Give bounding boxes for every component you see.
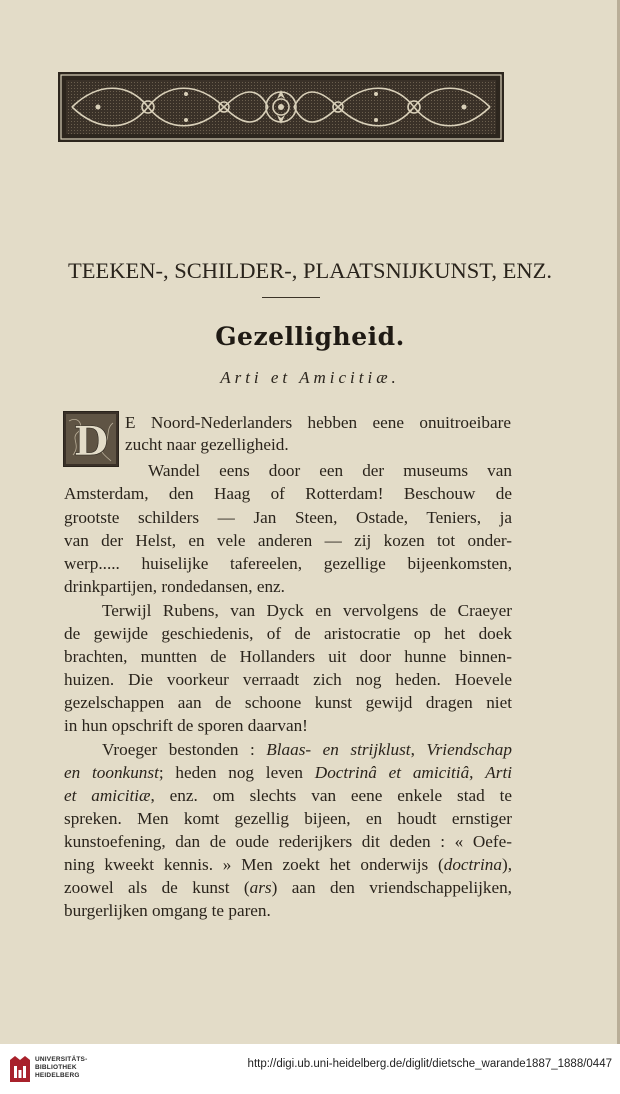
- title-divider: [262, 297, 320, 298]
- text-line: in hun opschrift de sporen daarvan!: [64, 716, 308, 735]
- decorated-initial-d-icon: [63, 411, 119, 467]
- text-line: de gewijde geschiedenis, of de aristocratie op het doek: [64, 624, 512, 643]
- article-title: Gezelligheid.: [215, 322, 405, 351]
- text-line: E Noord-Nederlanders hebben eene onuitroeibare: [125, 413, 511, 432]
- text-line: gezelschappen aan de schoone kunst gewijd dragen niet: [64, 693, 512, 712]
- text-line: brachten, muntten de Hollanders uit door hunne binnen-: [64, 647, 512, 666]
- source-url-link[interactable]: http://digi.ub.uni-heidelberg.de/diglit/dietsche_warande1887_1888/0447: [247, 1058, 612, 1070]
- text-line: Terwijl Rubens, van Dyck en vervolgens de Craeyer: [102, 601, 512, 620]
- text-line: Vroeger bestonden : Blaas- en strijklust, Vriendschap: [102, 740, 512, 759]
- text-line: en toonkunst; heden nog leven Doctrinâ et amicitiâ, Arti: [64, 763, 513, 782]
- text-line: drinkpartijen, rondedansen, enz.: [64, 577, 285, 596]
- text-line: van der Helst, en vele anderen — zij kozen tot onder-: [64, 531, 512, 550]
- text-line: kunstoefening, dan de oude rederijkers dit deden : « Oefe-: [64, 832, 512, 851]
- section-title: TEEKEN-, SCHILDER-, PLAATSNIJKUNST, ENZ.: [68, 258, 552, 283]
- text-line: grootste schilders — Jan Steen, Ostade, Teniers, ja: [64, 508, 512, 527]
- text-line: et amicitiæ, enz. om slechts van eene enkele stad te: [64, 786, 513, 805]
- text-line: Amsterdam, den Haag of Rotterdam! Beschouw de: [64, 484, 512, 503]
- motto: Arti et Amicitiæ.: [220, 368, 400, 387]
- library-logo-text: UNIVERSITÄTS- BIBLIOTHEK HEIDELBERG: [35, 1056, 88, 1079]
- text-line: ning kweekt kennis. » Men zoekt het onderwijs (doctrina),: [64, 855, 512, 874]
- text-line: spreken. Men komt gezellig bijeen, en houdt ernstiger: [64, 809, 512, 828]
- initial-letter: D: [73, 418, 109, 465]
- ornamental-header-band-icon: [58, 72, 504, 142]
- text-line: huizen. Die voorkeur verraadt zich nog heden. Hoevele: [64, 670, 512, 689]
- text-line: Wandel eens door een der museums van: [148, 461, 512, 480]
- text-line: zucht naar gezelligheid.: [125, 435, 289, 454]
- university-library-logo-icon: [8, 1054, 32, 1084]
- text-line: zoowel als de kunst (ars) aan den vriendschappelijken,: [64, 878, 512, 897]
- text-line: burgerlijken omgang te paren.: [64, 901, 271, 920]
- text-line: werp..... huiselijke tafereelen, gezellige bijeenkomsten,: [64, 554, 512, 573]
